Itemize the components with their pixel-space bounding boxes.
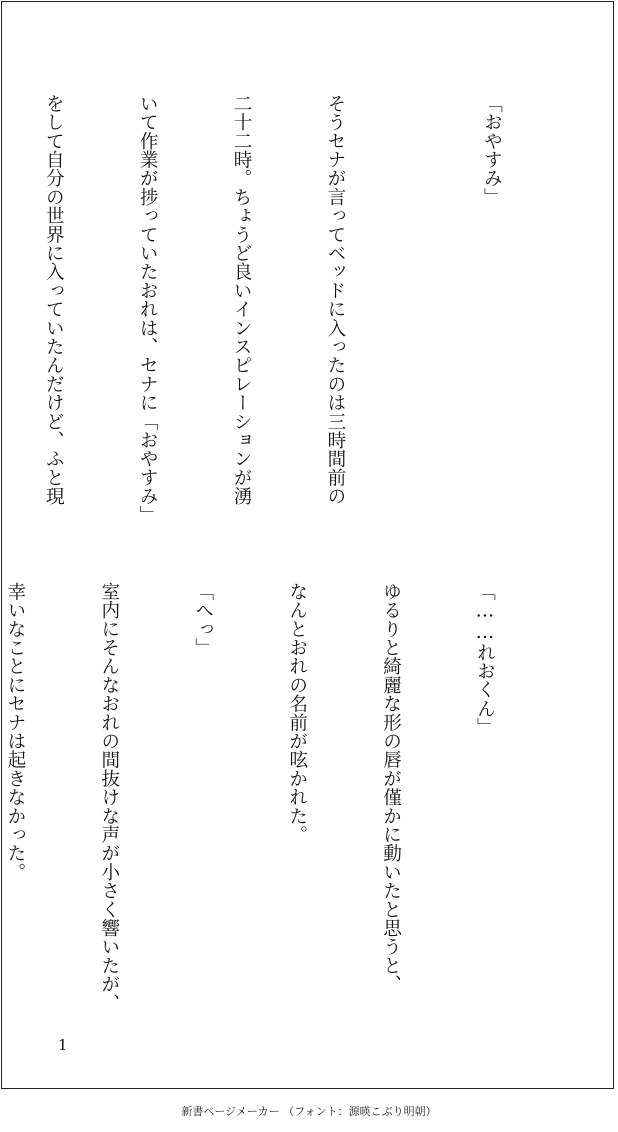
page-number: 1 xyxy=(58,1036,68,1054)
text-line: 「おやすみ」 xyxy=(481,94,503,207)
page-frame xyxy=(1,1,614,1089)
bottom-text-block xyxy=(1,582,563,1013)
text-line: をして自分の世界に入っていたんだけど、ふと現 xyxy=(43,94,65,506)
text-line: なんとおれの名前が呟かれた。 xyxy=(286,582,308,844)
top-text-block xyxy=(1,94,570,525)
credit-footer: 新書ページメーカー （フォント：源暎こぶり明朝） xyxy=(181,1105,437,1118)
text-line: 「……れおくん」 xyxy=(474,582,496,737)
text-line: いて作業が捗っていたおれは、セナに「おやすみ」 xyxy=(137,94,159,525)
text-line: 「へっ」 xyxy=(192,582,214,657)
text-line: 二十二時。ちょうど良いインスピレーションが湧 xyxy=(231,94,253,506)
text-line: 室内にそんなおれの間抜けな声が小さく響いたが、 xyxy=(98,582,120,1013)
text-line: 幸いなことにセナは起きなかった。 xyxy=(4,582,26,882)
text-line: そうセナが言ってベッドに入ったのは三時間前の xyxy=(324,94,346,506)
text-line: ゆるりと綺麗な形の唇が僅かに動いたと思うと、 xyxy=(380,582,402,994)
